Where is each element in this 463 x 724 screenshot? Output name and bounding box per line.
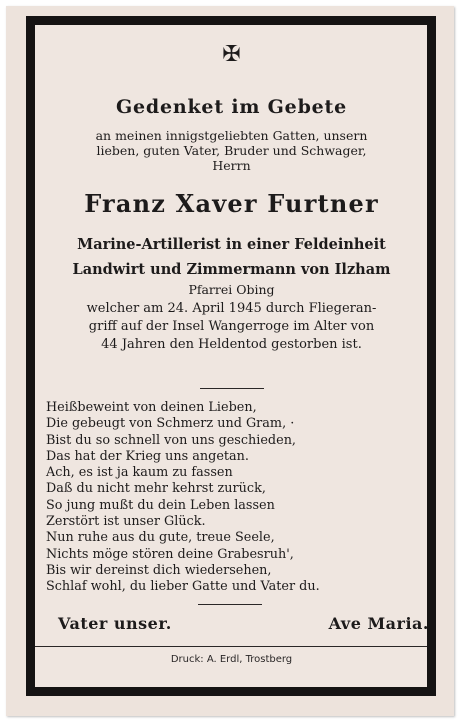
poem-line: Die gebeugt von Schmerz und Gram, · xyxy=(46,416,295,432)
poem-line: Daß du nicht mehr kehrst zurück, xyxy=(46,481,266,497)
poem-line: Ach, es ist ja kaum zu fassen xyxy=(46,465,233,481)
poem-line: Schlaf wohl, du lieber Gatte und Vater du. xyxy=(46,579,320,595)
detail-line: 44 Jahren den Heldentod gestorben ist. xyxy=(101,337,362,352)
prayer-ave-maria: Ave Maria. xyxy=(328,614,429,633)
intro-line: lieben, guten Vater, Bruder und Schwager, xyxy=(96,143,367,158)
deceased-name: Franz Xaver Furtner xyxy=(84,189,379,218)
poem-line: Das hat der Krieg uns angetan. xyxy=(46,448,249,464)
intro-line: an meinen innigstgeliebten Gatten, unsern xyxy=(95,128,368,143)
death-details xyxy=(0,300,463,354)
poem-line: Nichts möge stören deine Grabesruh', xyxy=(46,546,294,562)
role-line: Marine-Artillerist in einer Feldeinheit xyxy=(77,236,386,253)
divider xyxy=(198,604,262,605)
detail-line: welcher am 24. April 1945 durch Fliegeran- xyxy=(86,301,377,316)
poem-line: Heißbeweint von deinen Lieben, xyxy=(46,400,257,415)
poem-line: So jung mußt du dein Leben lassen xyxy=(46,497,275,513)
intro-text xyxy=(0,128,463,173)
role-line: Landwirt und Zimmermann von Ilzham xyxy=(72,261,391,278)
poem-line: Bist du so schnell von uns geschieden, xyxy=(46,432,297,448)
divider xyxy=(200,388,264,389)
iron-cross-icon: ✠ xyxy=(222,42,241,67)
parish: Pfarrei Obing xyxy=(188,282,275,297)
poem-line: Bis wir dereinst dich wiedersehen, xyxy=(46,562,272,578)
heading: Gedenket im Gebete xyxy=(115,96,348,118)
detail-line: griff auf der Insel Wangerroge im Alter von xyxy=(88,319,375,334)
poem-line: Zerstört ist unser Glück. xyxy=(46,514,206,530)
intro-line: Herrn xyxy=(212,158,251,173)
prayer-vater-unser: Vater unser. xyxy=(58,614,172,633)
role-text xyxy=(0,232,463,282)
printer-credit: Druck: A. Erdl, Trostberg xyxy=(170,654,293,665)
poem xyxy=(46,400,320,596)
poem-line: Nun ruhe aus du gute, treue Seele, xyxy=(46,530,275,546)
footer-divider xyxy=(35,646,427,647)
